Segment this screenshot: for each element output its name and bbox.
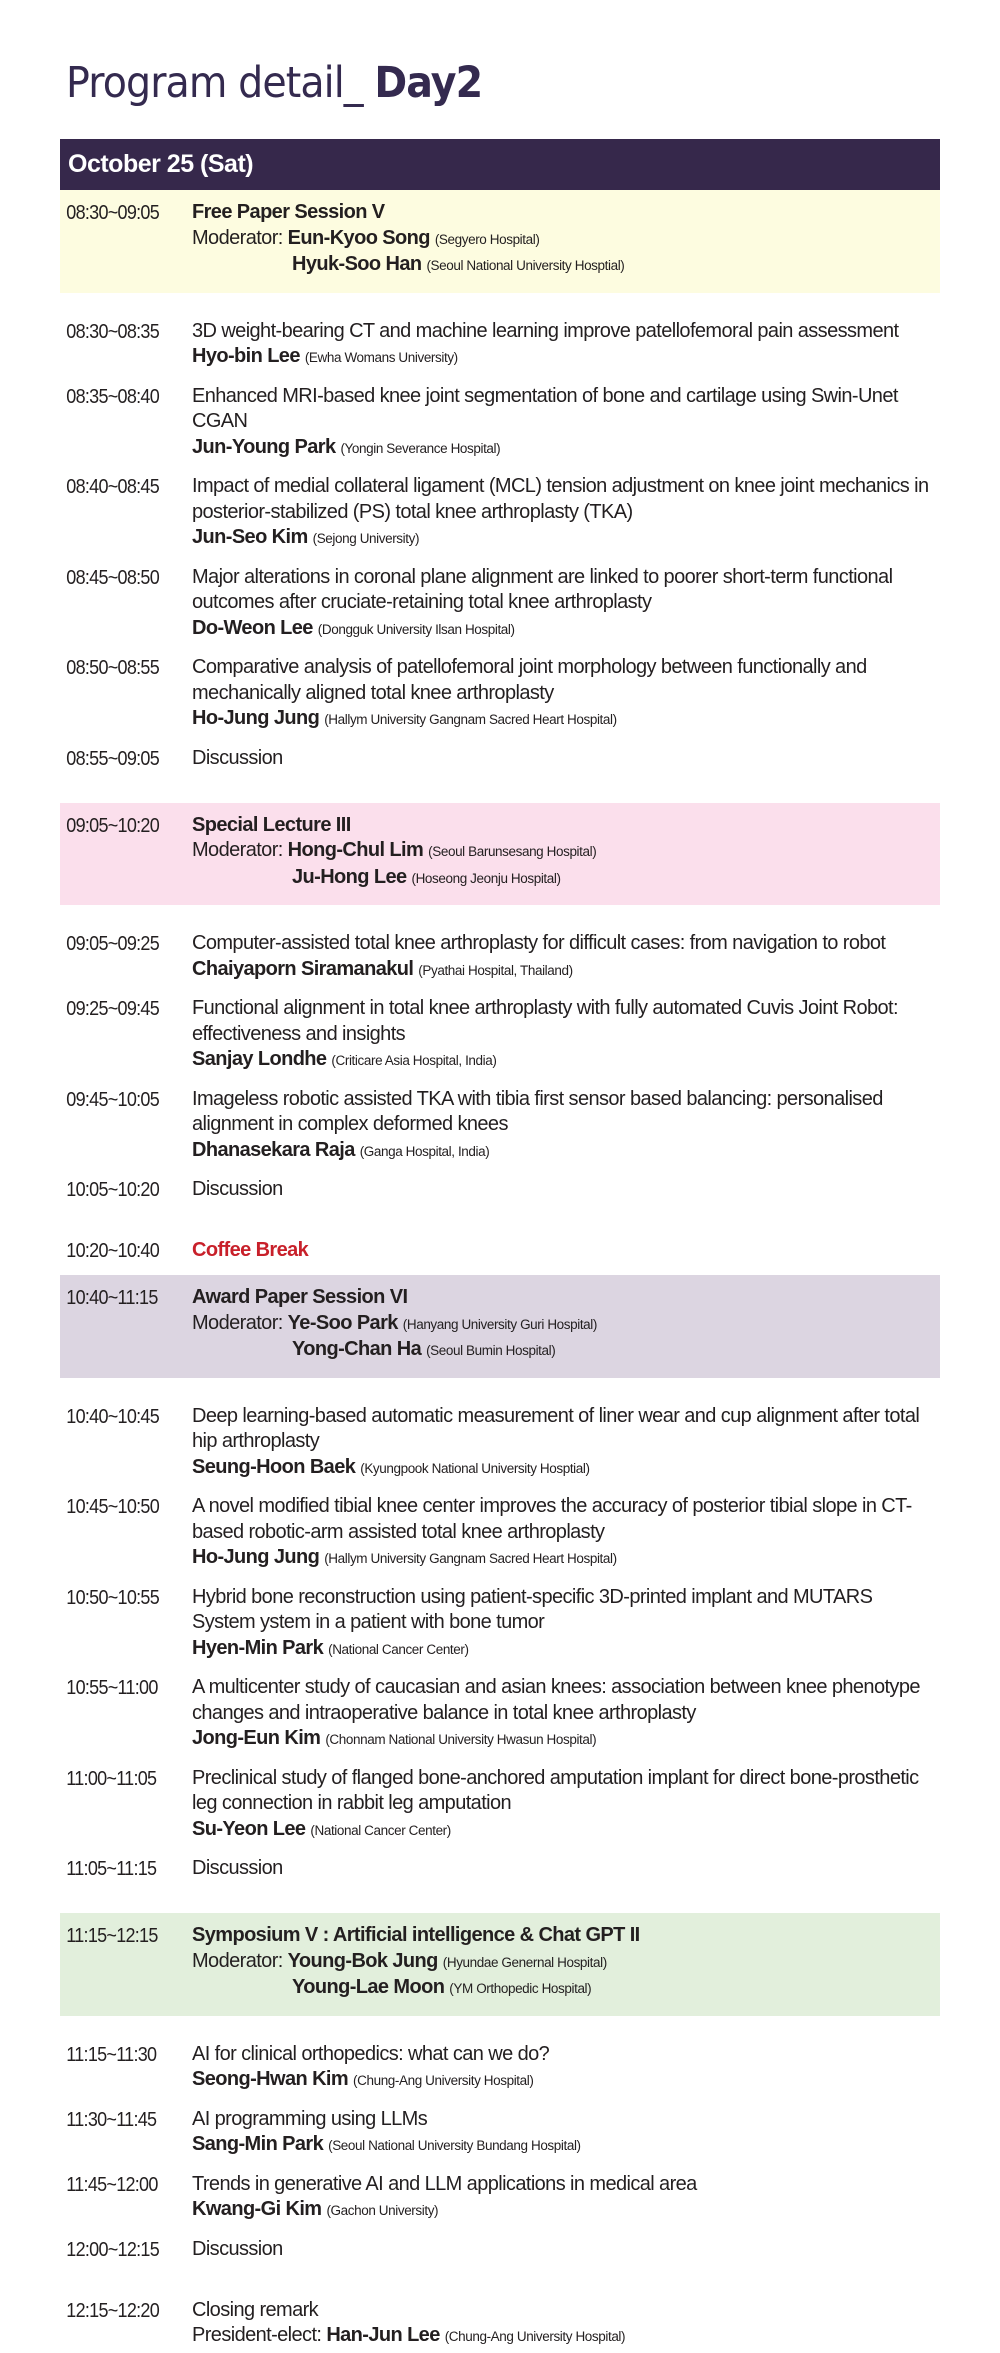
page-title-day: Day2 bbox=[374, 58, 483, 108]
talk-time: 08:55~09:05 bbox=[66, 747, 159, 770]
closing-role-label: President-elect: bbox=[192, 2324, 327, 2346]
discussion-row bbox=[60, 736, 940, 775]
schedule bbox=[60, 190, 940, 2353]
talk-time: 11:15~11:30 bbox=[66, 2043, 157, 2066]
talk-time: 08:45~08:50 bbox=[66, 566, 159, 589]
speaker-name: Dhanasekara Raja bbox=[192, 1138, 355, 1161]
session-title: Symposium V : Artificial intelligence & Chat GPT II bbox=[192, 1924, 640, 1946]
speaker-name: Su-Yeon Lee bbox=[192, 1817, 306, 1840]
talk-time: 08:50~08:55 bbox=[66, 657, 159, 679]
moderator-name: Yong-Chan Ha bbox=[292, 1338, 422, 1360]
coffee-break-label: Coffee Break bbox=[192, 1239, 309, 1261]
speaker-affiliation: (Hallym University Gangnam Sacred Heart Hospital) bbox=[324, 712, 617, 727]
speaker-affiliation: (Ganga Hospital, India) bbox=[359, 1143, 490, 1159]
talk-time: 11:05~11:15 bbox=[66, 1858, 157, 1880]
session-time: 11:15~12:15 bbox=[66, 1925, 158, 1947]
session-title: Award Paper Session VI bbox=[192, 1286, 408, 1308]
speaker-name: Seong-Hwan Kim bbox=[192, 2068, 349, 2090]
talk-row bbox=[60, 1077, 940, 1168]
talk-time: 09:45~10:05 bbox=[66, 1088, 159, 1111]
talk-time: 08:40~08:45 bbox=[66, 476, 159, 498]
talk-time: 12:00~12:15 bbox=[66, 2238, 159, 2261]
moderator-name: Eun-Kyoo Song bbox=[287, 226, 430, 249]
talk-title: Enhanced MRI-based knee joint segmentation of bone and cartilage using Swin-Unet CGAN bbox=[192, 384, 898, 432]
moderator-name: Young-Bok Jung bbox=[287, 1949, 438, 1972]
discussion-label: Discussion bbox=[192, 1178, 283, 1200]
session-header-special-lecture bbox=[60, 803, 940, 906]
speaker-affiliation: (Pyathai Hospital, Thailand) bbox=[418, 962, 573, 978]
moderator-affiliation: (Seoul Barunsesang Hospital) bbox=[428, 844, 597, 859]
talk-title: Computer-assisted total knee arthroplasty for difficult cases: from navigation to robot bbox=[192, 932, 886, 954]
moderator-line: Moderator: Hong-Chul Lim (Seoul Barunsesang Hospital) bbox=[192, 839, 597, 861]
talk-time: 11:00~11:05 bbox=[66, 1767, 157, 1790]
talk-title: Deep learning-based automatic measurement of liner wear and cup alignment after total hip arthroplasty bbox=[192, 1404, 920, 1452]
closing-title: Closing remark bbox=[192, 2298, 319, 2321]
day-header: October 25 (Sat) bbox=[60, 139, 940, 190]
speaker-affiliation: (Seoul National University Bundang Hospital) bbox=[328, 2138, 581, 2153]
moderator-affiliation: (Hyundae Genernal Hospital) bbox=[442, 1954, 607, 1970]
talk-row bbox=[60, 1484, 940, 1575]
moderator-name: Young-Lae Moon bbox=[292, 1976, 445, 1998]
coffee-break-row bbox=[60, 1228, 940, 1267]
speaker-name: Do-Weon Lee bbox=[192, 616, 313, 639]
talk-title: Preclinical study of flanged bone-anchored amputation implant for direct bone-prosthetic leg connection in rabbit leg amputation bbox=[192, 1766, 919, 1814]
discussion-row bbox=[60, 1846, 940, 1885]
session-time: 08:30~09:05 bbox=[66, 202, 159, 224]
page-title-regular: Program detail_ bbox=[66, 58, 375, 108]
speaker-name: Jun-Young Park bbox=[192, 435, 336, 458]
moderator-line: Moderator: Ye-Soo Park (Hanyang University Guri Hospital) bbox=[192, 1311, 597, 1334]
talk-title: AI for clinical orthopedics: what can we do? bbox=[192, 2042, 550, 2065]
talk-time: 10:45~10:50 bbox=[66, 1496, 159, 1518]
talk-row bbox=[60, 1394, 940, 1485]
speaker-affiliation: (Sejong University) bbox=[312, 531, 420, 546]
talk-time: 08:35~08:40 bbox=[66, 385, 159, 408]
talk-row bbox=[60, 2162, 940, 2227]
talk-title: AI programming using LLMs bbox=[192, 2107, 428, 2130]
talk-title: A novel modified tibial knee center improves the accuracy of posterior tibial slope in CT-based robotic-arm assisted total knee arthroplasty bbox=[192, 1495, 912, 1543]
closing-time: 12:15~12:20 bbox=[66, 2299, 159, 2322]
moderator-line bbox=[192, 252, 940, 279]
moderator-affiliation: (Segyero Hospital) bbox=[434, 231, 540, 247]
session-title: Free Paper Session V bbox=[192, 201, 385, 223]
speaker-affiliation: (Hallym University Gangnam Sacred Heart Hospital) bbox=[324, 1551, 617, 1566]
session-time: 10:40~11:15 bbox=[66, 1287, 158, 1309]
speaker-name: Sang-Min Park bbox=[192, 2133, 324, 2155]
session-time: 09:05~10:20 bbox=[66, 814, 159, 837]
talk-row bbox=[60, 1665, 940, 1756]
discussion-label: Discussion bbox=[192, 746, 283, 769]
moderator-line bbox=[192, 1337, 940, 1364]
discussion-label: Discussion bbox=[192, 2237, 283, 2260]
speaker-name: Sanjay Londhe bbox=[192, 1048, 327, 1070]
speaker-name: Kwang-Gi Kim bbox=[192, 2198, 322, 2220]
talk-time: 10:40~10:45 bbox=[66, 1405, 159, 1428]
speaker-name: Jun-Seo Kim bbox=[192, 526, 308, 548]
speaker-affiliation: (Chung-Ang University Hospital) bbox=[353, 2073, 534, 2088]
talk-title: Imageless robotic assisted TKA with tibia first sensor based balancing: personalised alignment in complex deformed knees bbox=[192, 1087, 883, 1135]
speaker-affiliation: (Ewha Womans University) bbox=[304, 350, 458, 365]
talk-time: 10:55~11:00 bbox=[66, 1677, 158, 1699]
discussion-row bbox=[60, 2227, 940, 2266]
moderator-name: Hong-Chul Lim bbox=[287, 839, 424, 861]
closing-speaker-affiliation: (Chung-Ang University Hospital) bbox=[444, 2329, 626, 2344]
page-title bbox=[66, 58, 482, 108]
discussion-label: Discussion bbox=[192, 1857, 283, 1879]
talk-title: Functional alignment in total knee arthroplasty with fully automated Cuvis Joint Robot: effectiveness and insights bbox=[192, 997, 898, 1045]
coffee-break-time: 10:20~10:40 bbox=[66, 1240, 159, 1262]
discussion-row bbox=[60, 1167, 940, 1206]
talk-time: 09:05~09:25 bbox=[66, 933, 159, 955]
talk-title: Trends in generative AI and LLM applications in medical area bbox=[192, 2172, 697, 2195]
talk-row bbox=[60, 1756, 940, 1847]
moderator-affiliation: (Seoul Bumin Hospital) bbox=[426, 1343, 556, 1358]
closing-speaker-name: Han-Jun Lee bbox=[326, 2324, 440, 2346]
session-header-symposium bbox=[60, 1913, 940, 2016]
speaker-name: Hyen-Min Park bbox=[192, 1636, 324, 1659]
moderator-affiliation: (Seoul National University Hosptial) bbox=[426, 258, 625, 273]
speaker-affiliation: (Kyungpook National University Hosptial) bbox=[360, 1460, 590, 1476]
talk-title: Hybrid bone reconstruction using patient-specific 3D-printed implant and MUTARS System ystem in a patient with bone tumor bbox=[192, 1585, 873, 1633]
speaker-affiliation: (Yongin Severance Hospital) bbox=[340, 440, 501, 456]
speaker-name: Ho-Jung Jung bbox=[192, 1546, 320, 1568]
speaker-affiliation: (National Cancer Center) bbox=[310, 1822, 451, 1838]
talk-row bbox=[60, 464, 940, 555]
speaker-affiliation: (National Cancer Center) bbox=[328, 1641, 469, 1657]
speaker-affiliation: (Gachon University) bbox=[326, 2203, 439, 2218]
moderator-line: Moderator: Eun-Kyoo Song (Segyero Hospital) bbox=[192, 226, 540, 249]
talk-row bbox=[60, 2032, 940, 2097]
talk-time: 11:30~11:45 bbox=[66, 2108, 157, 2131]
talk-row bbox=[60, 309, 940, 374]
talk-title: A multicenter study of caucasian and asian knees: association between knee phenotype changes and intraoperative balance in total knee arthroplasty bbox=[192, 1676, 920, 1724]
closing-remark-row bbox=[60, 2288, 940, 2353]
talk-time: 11:45~12:00 bbox=[66, 2173, 158, 2196]
moderator-name: Ju-Hong Lee bbox=[292, 865, 407, 888]
moderator-affiliation: (Hoseong Jeonju Hospital) bbox=[411, 870, 561, 886]
talk-title: 3D weight-bearing CT and machine learning improve patellofemoral pain assessment bbox=[192, 319, 899, 342]
talk-title: Comparative analysis of patellofemoral joint morphology between functionally and mechanically aligned total knee arthroplasty bbox=[192, 656, 867, 704]
talk-row bbox=[60, 986, 940, 1077]
talk-time: 08:30~08:35 bbox=[66, 320, 159, 343]
closing-speaker-line bbox=[192, 2323, 940, 2350]
speaker-affiliation: (Dongguk University Ilsan Hospital) bbox=[317, 621, 515, 637]
talk-row bbox=[60, 374, 940, 465]
moderator-affiliation: (Hanyang University Guri Hospital) bbox=[402, 1316, 597, 1332]
talk-row bbox=[60, 645, 940, 736]
talk-title: Major alterations in coronal plane alignment are linked to poorer short-term functional outcomes after cruciate-retaining total knee arthroplasty bbox=[192, 565, 893, 613]
talk-row bbox=[60, 921, 940, 986]
moderator-name: Ye-Soo Park bbox=[287, 1311, 398, 1334]
speaker-name: Ho-Jung Jung bbox=[192, 707, 320, 729]
moderator-line: Moderator: Young-Bok Jung (Hyundae Genernal Hospital) bbox=[192, 1949, 607, 1972]
speaker-name: Hyo-bin Lee bbox=[192, 345, 300, 367]
talk-time: 10:50~10:55 bbox=[66, 1586, 159, 1609]
speaker-affiliation: (Chonnam National University Hwasun Hospital) bbox=[325, 1732, 597, 1747]
talk-row bbox=[60, 1575, 940, 1666]
talk-time: 10:05~10:20 bbox=[66, 1179, 159, 1201]
moderator-line bbox=[192, 1975, 940, 2002]
session-header-free-paper bbox=[60, 190, 940, 293]
speaker-name: Seung-Hoon Baek bbox=[192, 1455, 356, 1478]
speaker-name: Chaiyaporn Siramanakul bbox=[192, 957, 414, 980]
session-title: Special Lecture III bbox=[192, 813, 351, 836]
speaker-affiliation: (Criticare Asia Hospital, India) bbox=[331, 1053, 497, 1068]
talk-row bbox=[60, 2097, 940, 2162]
talk-row bbox=[60, 555, 940, 646]
moderator-name: Hyuk-Soo Han bbox=[292, 253, 422, 275]
talk-time: 09:25~09:45 bbox=[66, 998, 159, 1020]
moderator-line bbox=[192, 865, 940, 892]
speaker-name: Jong-Eun Kim bbox=[192, 1727, 321, 1749]
session-header-award-paper bbox=[60, 1275, 940, 1378]
talk-title: Impact of medial collateral ligament (MCL) tension adjustment on knee joint mechanics in posterior-stabilized (PS) total knee arthroplasty (TKA) bbox=[192, 475, 929, 523]
moderator-affiliation: (YM Orthopedic Hospital) bbox=[449, 1981, 592, 1996]
